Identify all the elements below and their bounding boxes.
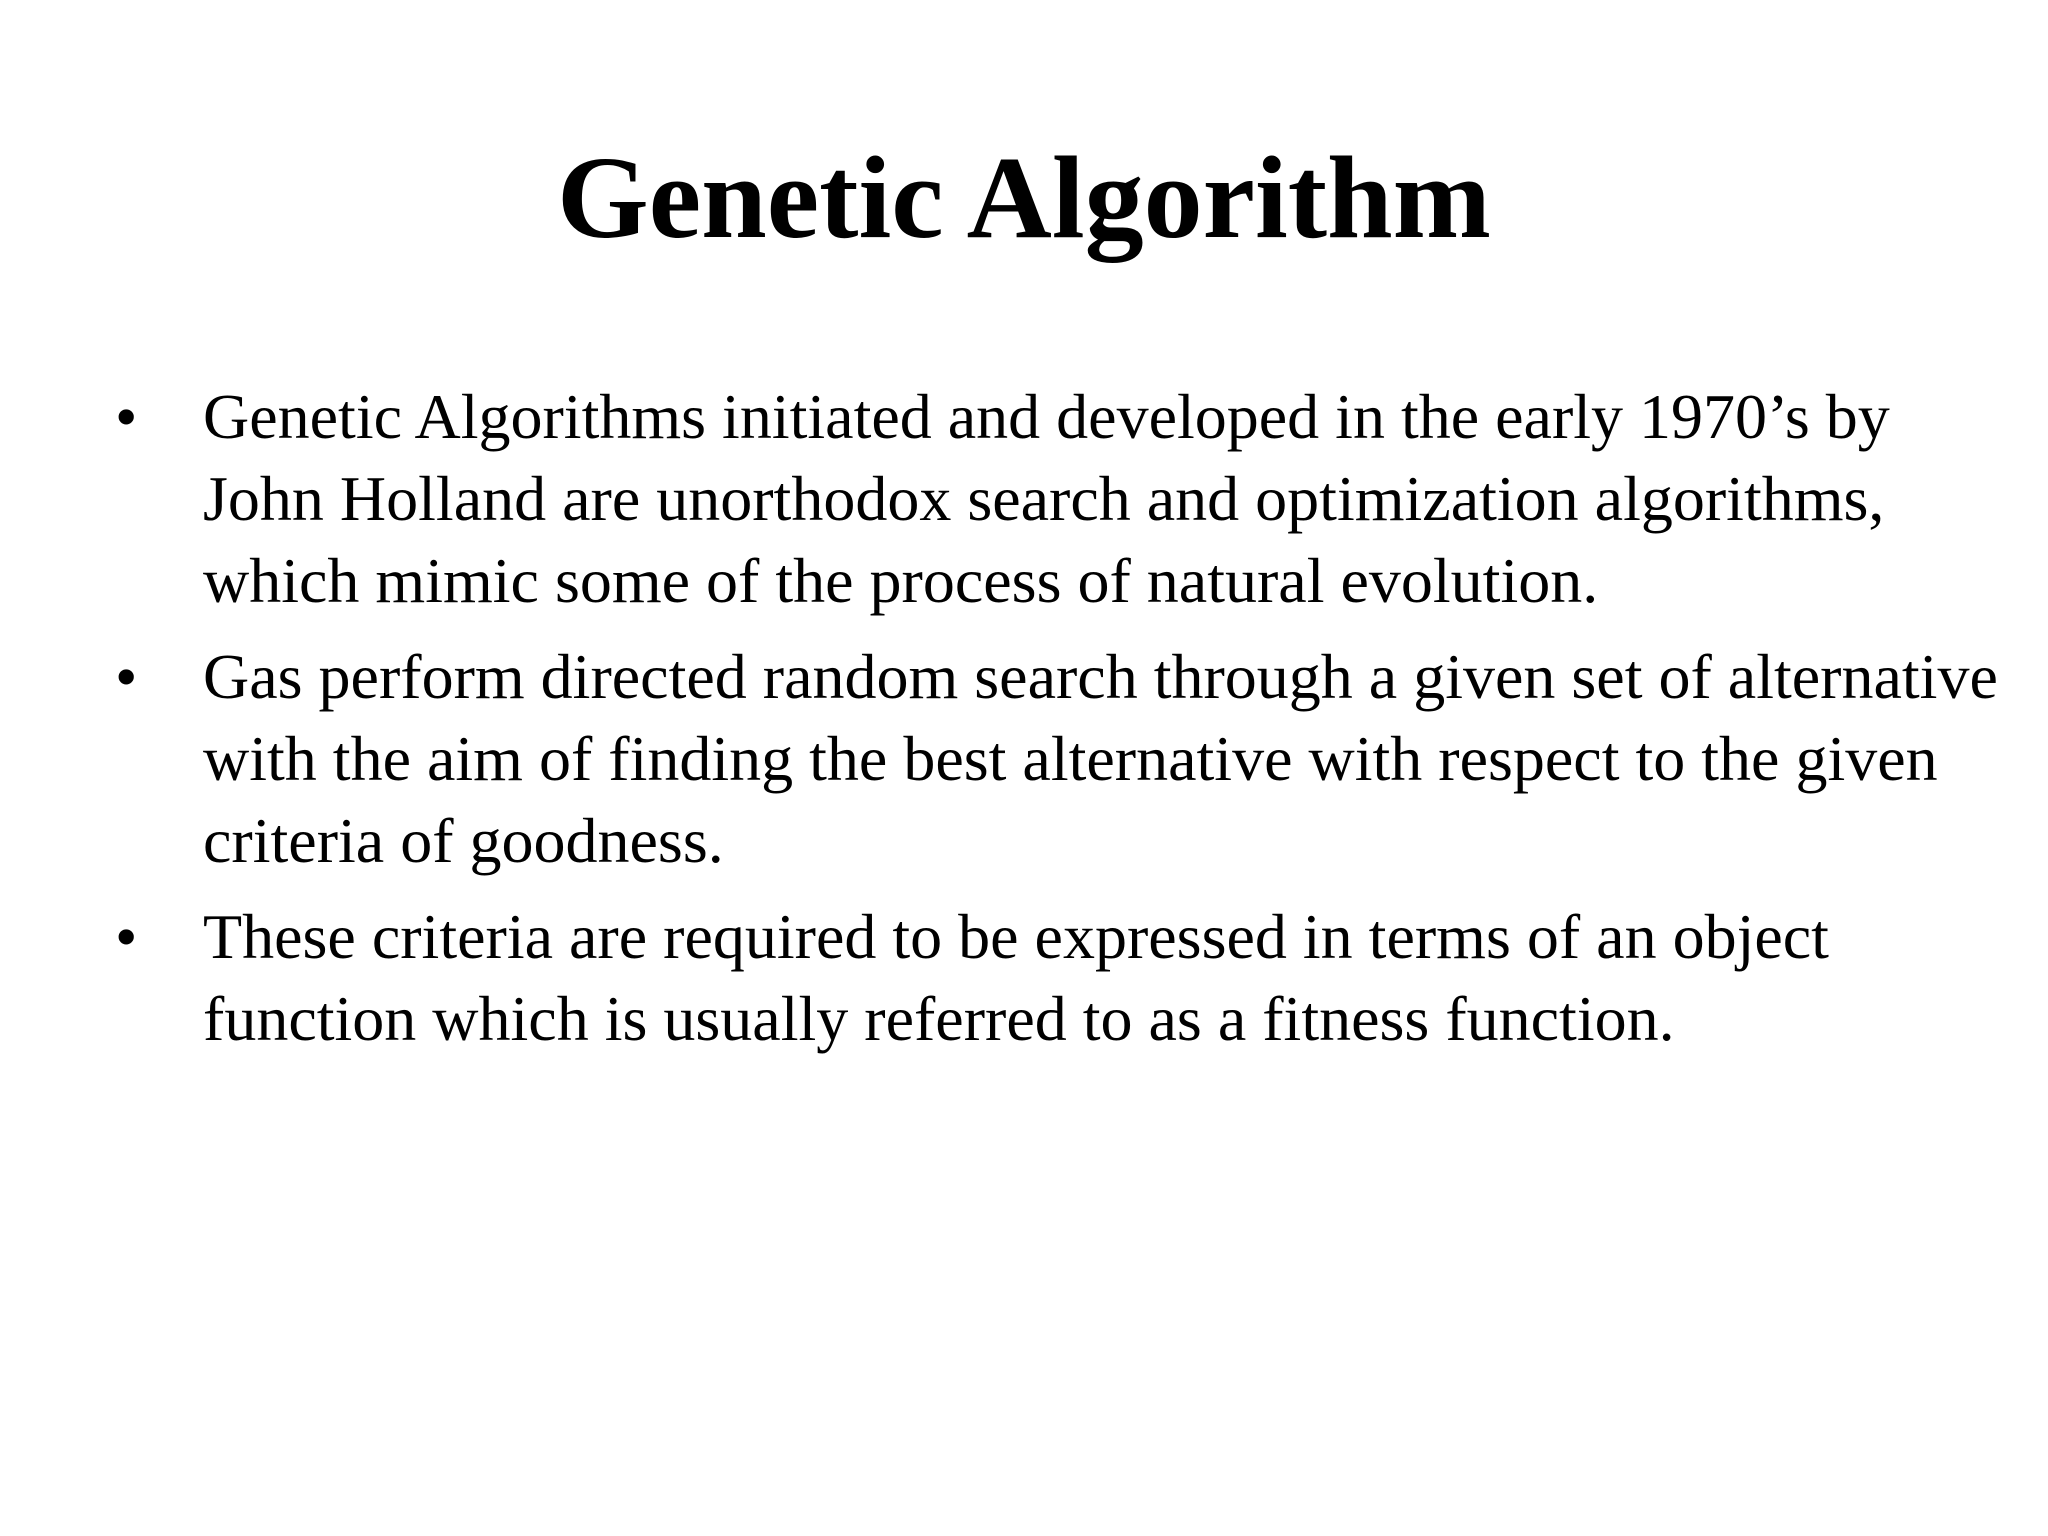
bullet-list [115, 376, 2015, 1074]
bullet-item [115, 896, 2015, 1060]
bullet-point-icon: • [115, 901, 138, 972]
bullet-item [115, 636, 2015, 882]
bullet-item [115, 376, 2015, 622]
slide-title: Genetic Algorithm [557, 132, 1491, 263]
bullet-text: These criteria are required to be expressed in terms of an object function which is usually referred to as a fitness function. [203, 901, 1829, 1054]
bullet-text: Genetic Algorithms initiated and developed in the early 1970’s by John Holland are unorthodox search and optimization algorithms, which mimic some of the process of natural evolution. [203, 381, 1890, 616]
bullet-point-icon: • [115, 641, 138, 712]
bullet-point-icon: • [115, 381, 138, 452]
bullet-text: Gas perform directed random search through a given set of alternative with the aim of finding the best alternative with respect to the given criteria of goodness. [203, 641, 1998, 876]
